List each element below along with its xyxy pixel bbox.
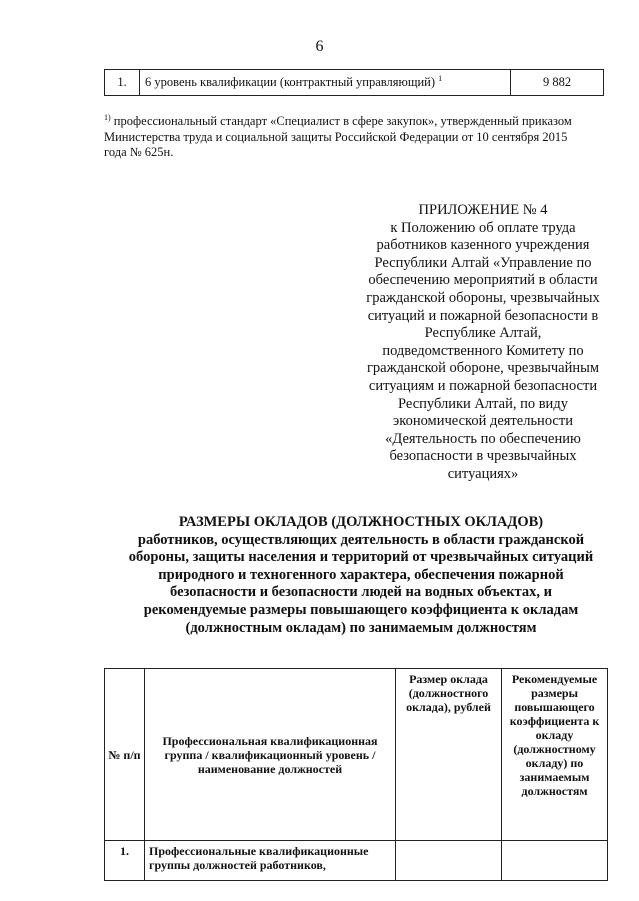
salary-table xyxy=(104,668,608,881)
footnote-marker: 1) xyxy=(104,113,111,122)
heading-line: (должностным окладам) по занимаемым должностям xyxy=(185,619,537,636)
appendix-line: подведомственного Комитету по xyxy=(382,342,584,359)
appendix-line: безопасности в чрезвычайных xyxy=(389,448,577,465)
heading-line: обороны, защиты населения и территорий от чрезвычайных ситуаций xyxy=(128,549,594,566)
header-group: Профессиональная квалификационная группа / квалификационный уровень / наименование должностей xyxy=(145,669,396,841)
footnote-line-1: профессиональный стандарт «Специалист в сфере закупок», утвержденный приказом xyxy=(113,114,572,129)
row-number: 1. xyxy=(105,70,140,96)
document-heading xyxy=(96,514,626,637)
footnote xyxy=(104,110,608,161)
table-row xyxy=(105,70,604,96)
footnote-line-2: Министерства труда и социальной защиты Российской Федерации от 10 сентября 2015 xyxy=(104,129,568,144)
appendix-line: к Положению об оплате труда xyxy=(390,219,576,236)
appendix-line: гражданской обороны, чрезвычайных xyxy=(366,289,600,306)
appendix-line: экономической деятельности xyxy=(393,413,573,430)
header-coef: Рекомендуемые размеры повышающего коэффициента к окладу (должностному окладу) по занимаемым должностям xyxy=(502,669,608,841)
header-salary: Размер оклада (должностного оклада), рублей xyxy=(396,669,502,841)
footnote-line-3: года № 625н. xyxy=(104,145,174,160)
appendix-line: работников казенного учреждения xyxy=(376,237,590,254)
appendix-line: Республики Алтай «Управление по xyxy=(374,254,592,271)
appendix-line: Республике Алтай, xyxy=(424,325,542,342)
appendix-line: гражданской обороне, чрезвычайным xyxy=(366,360,600,377)
appendix-line: ситуаций и пожарной безопасности в xyxy=(367,307,599,324)
row-num: 1. xyxy=(105,841,145,881)
heading-line: природного и техногенного характера, обеспечения пожарной xyxy=(158,566,564,583)
header-num: № п/п xyxy=(105,669,145,841)
footnote-ref: 1 xyxy=(438,74,443,84)
row-salary xyxy=(396,841,502,881)
row-coef xyxy=(502,841,608,881)
appendix-line: обеспечению мероприятий в области xyxy=(368,272,598,289)
table-header-row xyxy=(105,669,608,841)
heading-line: работников, осуществляющих деятельность в области гражданской xyxy=(137,531,585,548)
heading-title: РАЗМЕРЫ ОКЛАДОВ (ДОЛЖНОСТНЫХ ОКЛАДОВ) xyxy=(178,514,544,530)
heading-line: безопасности и безопасности людей на водных объектах, и xyxy=(170,584,552,601)
salary-table-continuation xyxy=(104,69,604,96)
page-number: 6 xyxy=(315,38,324,55)
heading-line: рекомендуемые размеры повышающего коэффициента к окладам xyxy=(143,601,579,618)
appendix-line: ситуациям и пожарной безопасности xyxy=(368,377,598,394)
row-group: Профессиональные квалификационные группы должностей работников, xyxy=(145,841,396,881)
appendix-line: ситуациях» xyxy=(447,465,519,482)
table-row xyxy=(105,841,608,881)
appendix-line: «Деятельность по обеспечению xyxy=(385,430,581,447)
appendix-block xyxy=(344,202,622,484)
appendix-title: ПРИЛОЖЕНИЕ № 4 xyxy=(418,202,548,218)
appendix-line: Республики Алтай, по виду xyxy=(398,395,568,412)
row-name xyxy=(140,70,511,96)
row-value: 9 882 xyxy=(511,70,604,96)
row-name-text: 6 уровень квалификации (контрактный управляющий) xyxy=(145,75,436,90)
